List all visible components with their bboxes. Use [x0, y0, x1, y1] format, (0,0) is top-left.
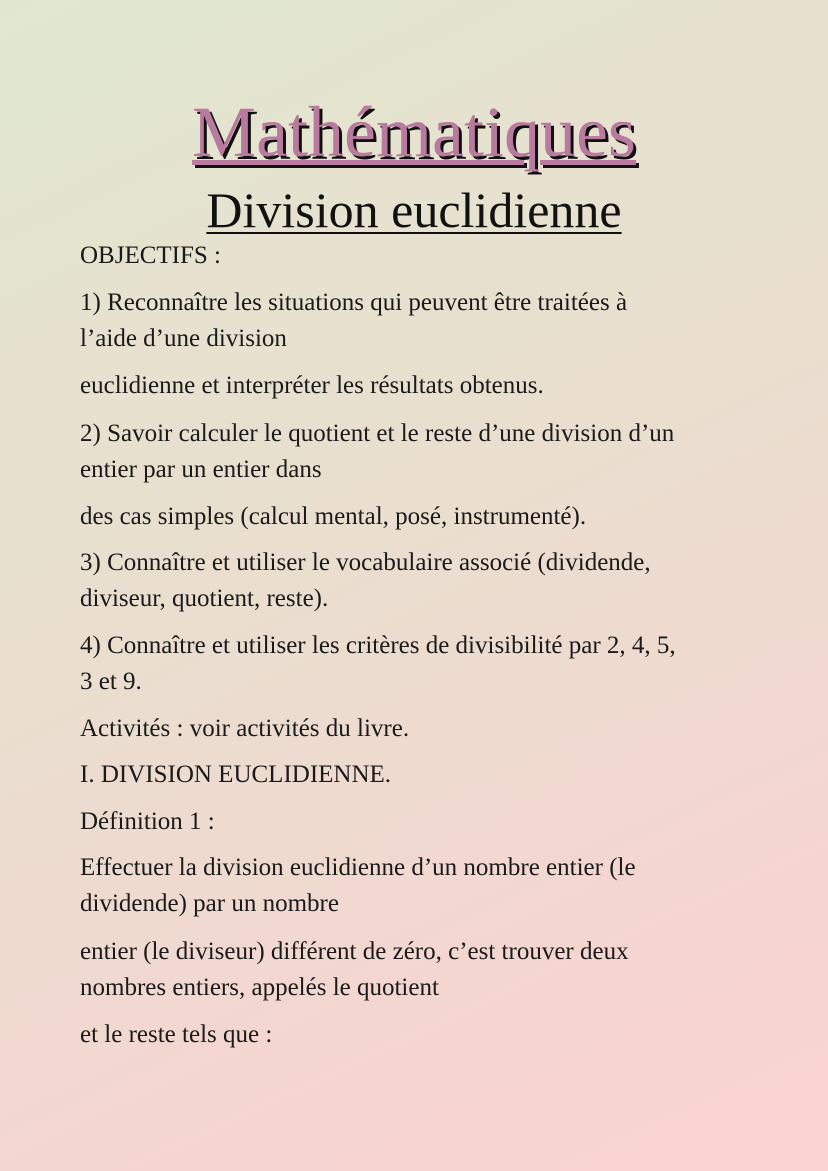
- text-line: l’aide d’une division: [80, 325, 287, 352]
- definition-text-1: [80, 850, 760, 922]
- objective-4: [80, 628, 760, 700]
- text-line: I. DIVISION EUCLIDIENNE.: [80, 761, 392, 788]
- objective-2: [80, 416, 760, 488]
- text-line: 4) Connaître et utiliser les critères de divisibilité par 2, 4, 5,: [80, 632, 676, 659]
- text-line: des cas simples (calcul mental, posé, instrumenté).: [80, 503, 587, 530]
- text-line: entier (le diviseur) différent de zéro, c’est trouver deux: [80, 938, 629, 965]
- objectives-heading: OBJECTIFS :: [80, 242, 222, 269]
- definition-text-2: [80, 934, 760, 1006]
- text-line: diviseur, quotient, reste).: [80, 585, 329, 612]
- text-line: entier par un entier dans: [80, 456, 322, 483]
- text-line: nombres entiers, appelés le quotient: [80, 974, 439, 1001]
- section-heading: [80, 757, 760, 793]
- text-line: et le reste tels que :: [80, 1021, 273, 1048]
- definition-text-3: [80, 1017, 760, 1053]
- text-line: 1) Reconnaître les situations qui peuvent être traitées à: [80, 289, 628, 316]
- objective-1-continued: [80, 368, 760, 404]
- text-line: dividende) par un nombre: [80, 890, 339, 917]
- text-line: euclidienne et interpréter les résultats obtenus.: [80, 372, 544, 399]
- text-line: 2) Savoir calculer le quotient et le reste d’une division d’un: [80, 420, 675, 447]
- text-line: 3 et 9.: [80, 668, 142, 695]
- objective-2-continued: [80, 499, 760, 535]
- objective-3: [80, 545, 760, 617]
- objective-1: [80, 285, 760, 357]
- text-line: 3) Connaître et utiliser le vocabulaire associé (dividende,: [80, 549, 651, 576]
- activities-note: [80, 711, 760, 747]
- definition-label: [80, 804, 760, 840]
- text-line: Définition 1 :: [80, 808, 215, 835]
- text-line: Effectuer la division euclidienne d’un nombre entier (le: [80, 854, 636, 881]
- page-subtitle: Division euclidienne: [206, 182, 622, 238]
- text-line: Activités : voir activités du livre.: [80, 715, 410, 742]
- page-title: Mathématiques: [192, 92, 636, 172]
